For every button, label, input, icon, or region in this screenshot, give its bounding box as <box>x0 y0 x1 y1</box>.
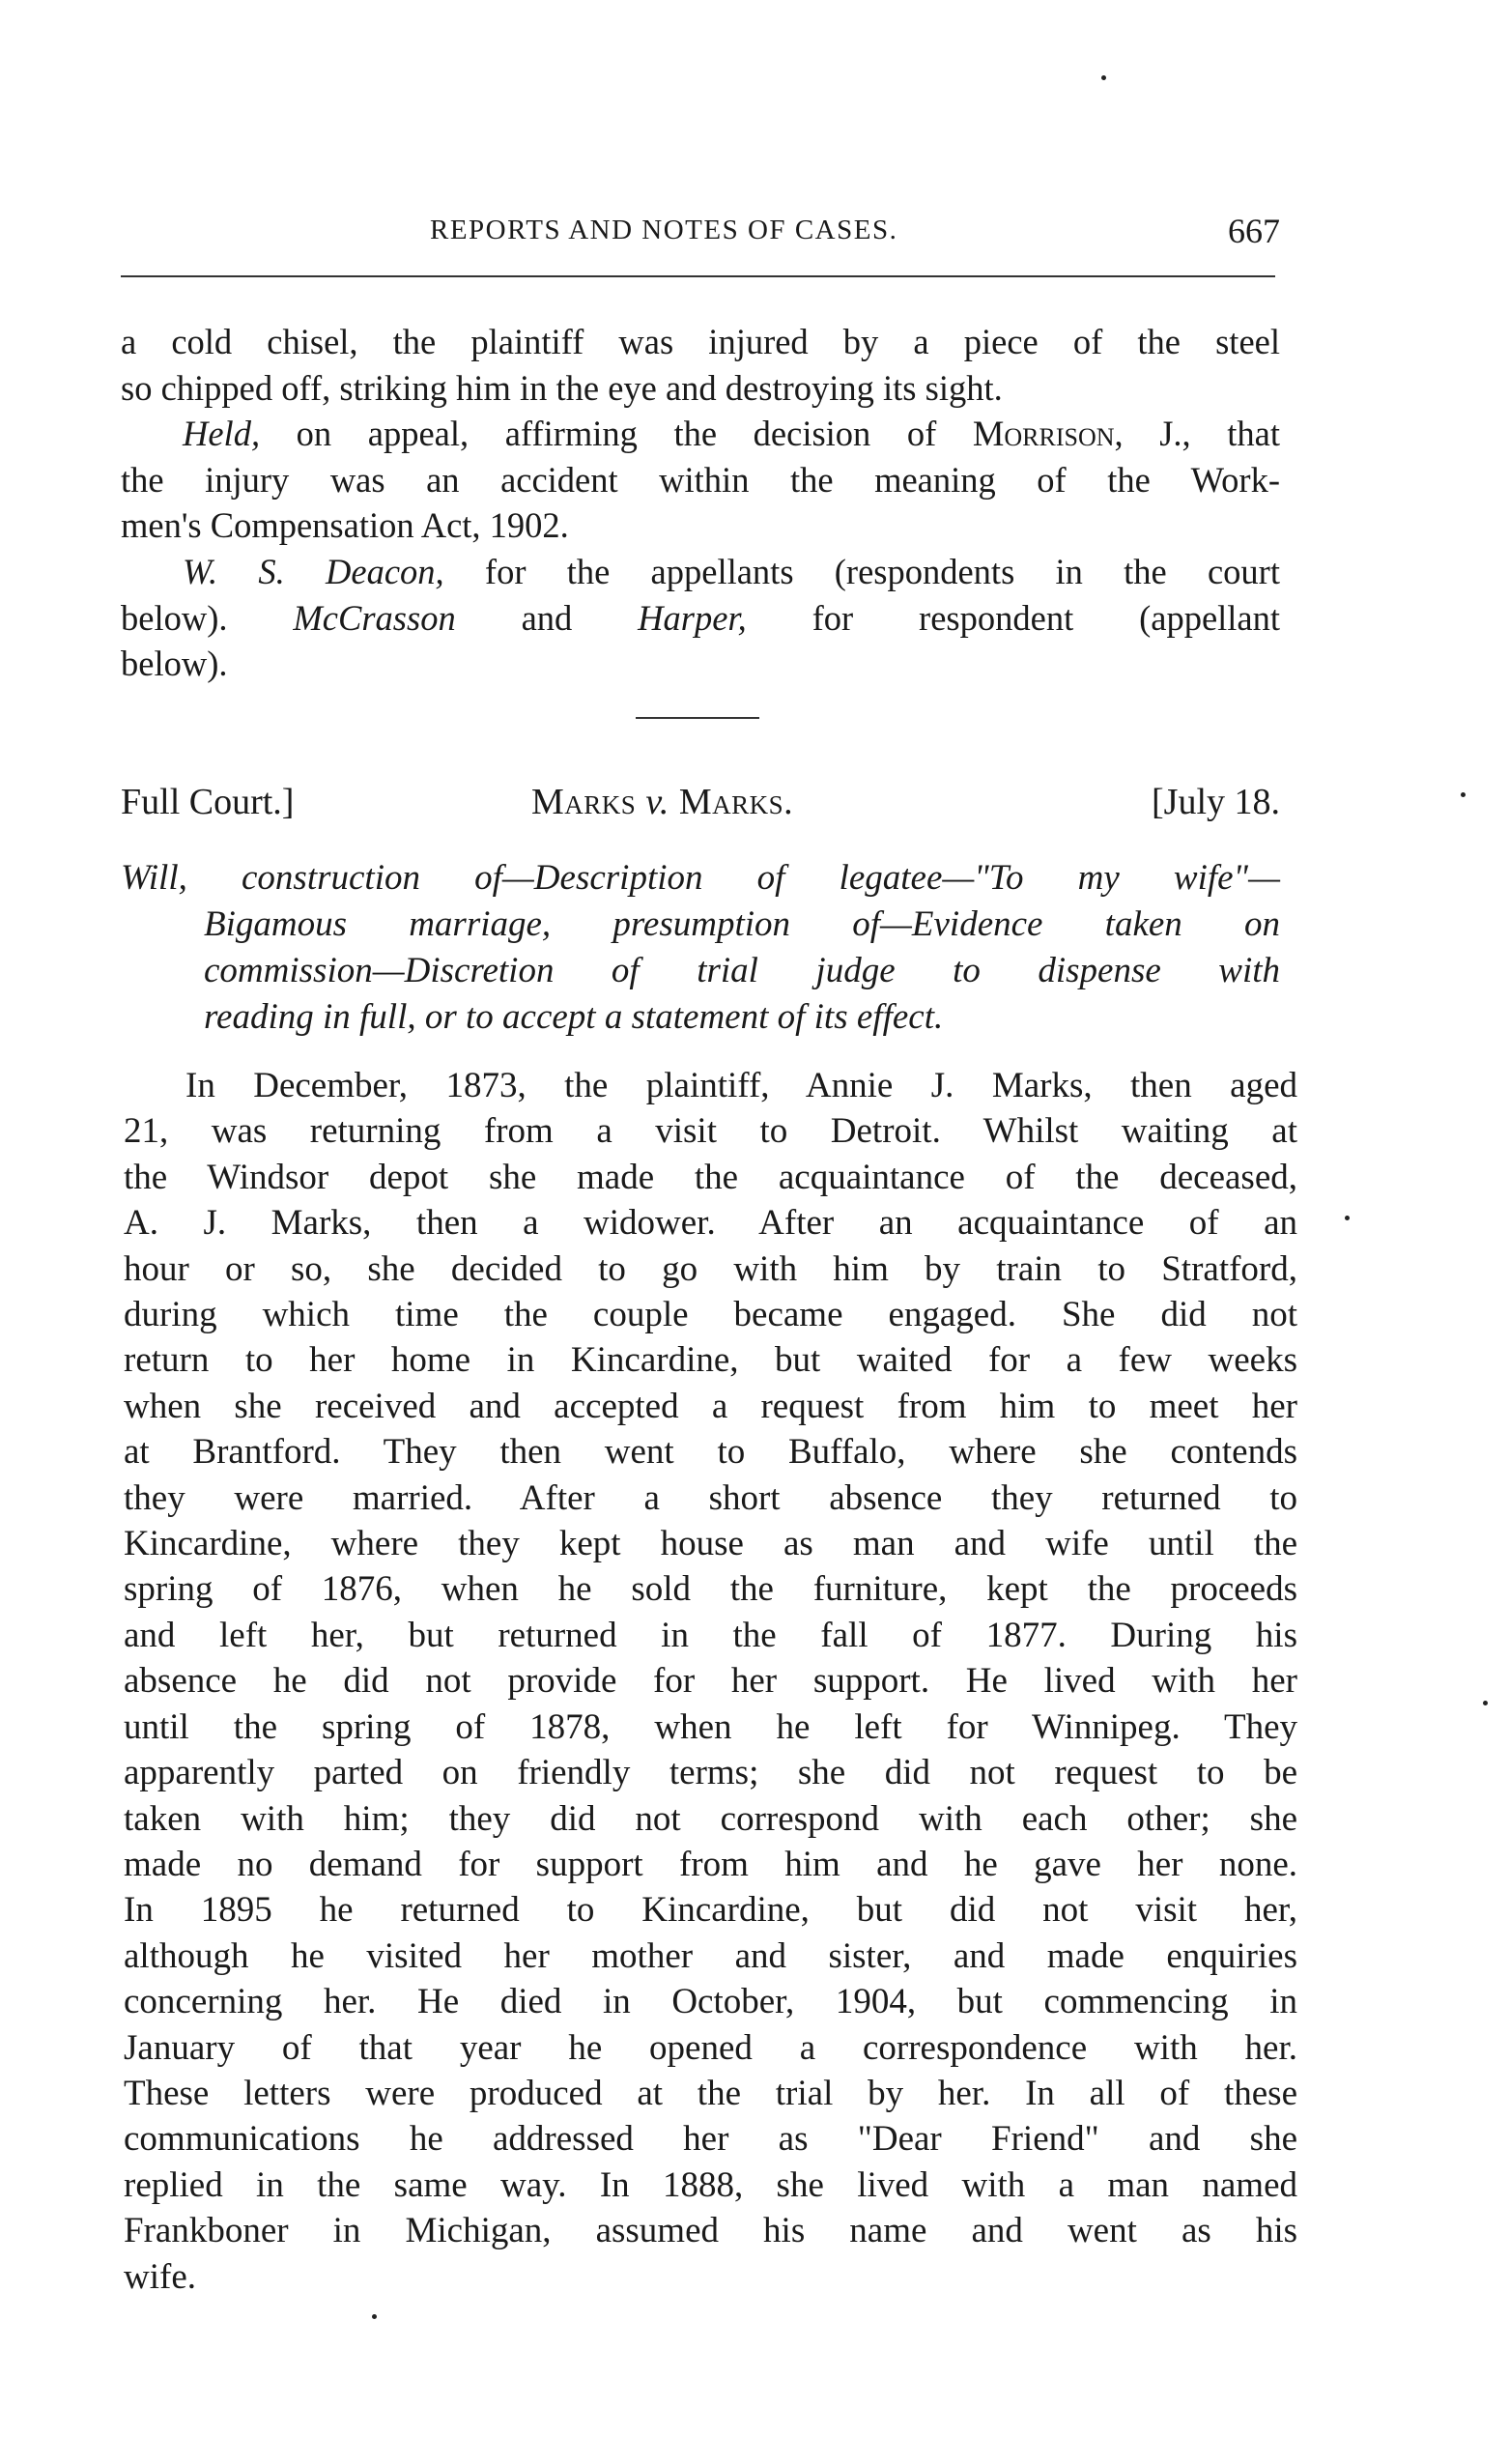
holding-line <box>121 411 1280 457</box>
counsel-line <box>121 549 1280 595</box>
body-line: when she received and accepted a request from him to meet her <box>124 1386 1297 1426</box>
body-line: made no demand for support from him and he gave her none. <box>124 1844 1297 1884</box>
headnote-line: reading in full, or to accept a statement of its effect. <box>204 997 944 1037</box>
body-line: taken with him; they did not correspond with each other; she <box>124 1798 1297 1839</box>
body-line: at Brantford. They then went to Buffalo, where she contends <box>124 1432 1297 1473</box>
party-a: Marks <box>531 782 637 822</box>
headnote <box>121 855 1280 1041</box>
body-line: Frankboner in Michigan, assumed his name and went as his <box>124 2211 1297 2251</box>
counsel-text: below). <box>121 597 294 638</box>
prior-case-facts <box>121 319 1280 411</box>
case-caption <box>121 781 1280 829</box>
body-line: and left her, but returned in the fall of 1877. During his <box>124 1615 1297 1655</box>
running-title: REPORTS AND NOTES OF CASES. <box>430 215 898 245</box>
body-line: return to her home in Kincardine, but waited for a few weeks <box>124 1340 1297 1381</box>
scan-speck <box>1345 1216 1350 1220</box>
headnote-line: Bigamous marriage, presumption of—Evidence taken on <box>204 904 1280 944</box>
party-b: Marks. <box>678 782 794 822</box>
body-line: replied in the same way. In 1888, she lived with a man named <box>124 2164 1297 2205</box>
body-line: spring of 1876, when he sold the furniture, kept the proceeds <box>124 1569 1297 1610</box>
scan-speck <box>1461 792 1466 797</box>
header-rule <box>121 275 1275 277</box>
holding-tail: , J., that <box>1114 414 1280 453</box>
prior-case-holding <box>121 411 1280 549</box>
scan-speck <box>1101 75 1106 80</box>
held-label: Held, <box>183 414 261 453</box>
page-number: 667 <box>1228 212 1280 250</box>
body-line: 21, was returning from a visit to Detroit. Whilst waiting at <box>124 1111 1297 1152</box>
body-line: In 1895 he returned to Kincardine, but did not visit her, <box>124 1890 1297 1931</box>
body-line: January of that year he opened a correspondence with her. <box>124 2027 1297 2068</box>
body-line: wife. <box>124 2256 196 2297</box>
scan-speck <box>1483 1701 1488 1705</box>
case-title <box>531 781 793 823</box>
body-line: Kincardine, where they kept house as man and wife until the <box>124 1524 1297 1564</box>
case-date: [July 18. <box>1152 782 1280 822</box>
counsel-line <box>121 595 1280 642</box>
body-line: In December, 1873, the plaintiff, Annie J. Marks, then aged <box>185 1066 1297 1105</box>
holding-line: men's Compensation Act, 1902. <box>121 505 569 545</box>
counsel-text: for respondent (appellant <box>746 597 1281 638</box>
body-line: although he visited her mother and sister, and made enquiries <box>124 1935 1297 1976</box>
case-body <box>124 1063 1297 2300</box>
counsel-name: McCrasson <box>293 597 456 638</box>
counsel-line: below). <box>121 644 228 683</box>
body-line: during which time the couple became engaged. She did not <box>124 1295 1297 1335</box>
body-line: communications he addressed her as "Dear Friend" and she <box>124 2119 1297 2160</box>
judge-name: Morrison <box>972 414 1115 453</box>
counsel-text: and <box>455 597 639 638</box>
body-line: apparently parted on friendly terms; she did not request to be <box>124 1753 1297 1793</box>
headnote-line: Will, construction of—Description of legatee—"To my wife"— <box>121 858 1280 898</box>
body-line: the Windsor depot she made the acquaintance of the deceased, <box>124 1157 1297 1197</box>
body-line: until the spring of 1878, when he left for Winnipeg. They <box>124 1706 1297 1747</box>
holding-text: on appeal, affirming the decision of <box>260 414 973 453</box>
counsel-text: for the appellants (respondents in the court <box>443 552 1280 591</box>
body-line: These letters were produced at the trial by her. In all of these <box>124 2073 1297 2113</box>
body-line: hour or so, she decided to go with him by train to Stratford, <box>124 1248 1297 1289</box>
versus: v. <box>645 782 669 822</box>
counsel-name: W. S. Deacon, <box>183 552 444 591</box>
prior-case-line: a cold chisel, the plaintiff was injured by a piece of the steel <box>121 322 1280 361</box>
running-head <box>121 211 1280 257</box>
prior-case-counsel <box>121 549 1280 687</box>
body-line: concerning her. He died in October, 1904, but commencing in <box>124 1982 1297 2022</box>
headnote-line: commission—Discretion of trial judge to dispense with <box>204 951 1280 990</box>
counsel-name: Harper, <box>638 597 747 638</box>
body-line: they were married. After a short absence they returned to <box>124 1477 1297 1518</box>
prior-case-line: so chipped off, striking him in the eye and destroying its sight. <box>121 367 1003 408</box>
court-name: Full Court.] <box>121 782 295 822</box>
holding-line: the injury was an accident within the meaning of the Work- <box>121 459 1280 500</box>
body-line: A. J. Marks, then a widower. After an acquaintance of an <box>124 1203 1297 1244</box>
section-divider <box>636 717 759 719</box>
scan-speck <box>372 2314 377 2319</box>
body-line: absence he did not provide for her support. He lived with her <box>124 1661 1297 1702</box>
